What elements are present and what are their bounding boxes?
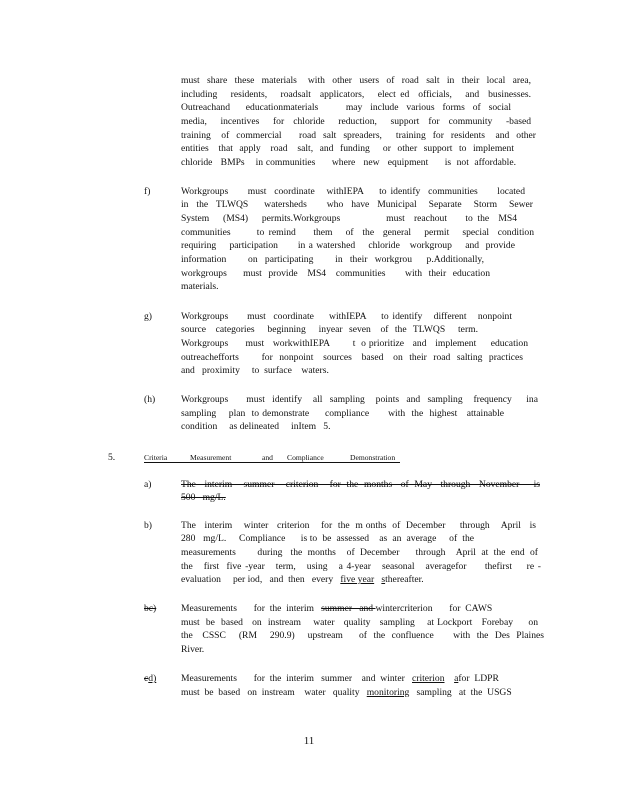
text-line: training of commercial road salt spreaders, training for residents and other: [181, 130, 536, 141]
text-line: entities that apply road salt, and funding or other support to implement: [181, 143, 514, 154]
text-line: sampling plan to demonstrate compliance with the highest attainable: [181, 408, 504, 419]
item-marker: cd): [144, 673, 157, 684]
text-line: System (MS4) permits.Workgroups must reachout to the MS4: [181, 213, 517, 224]
text-line: 280 mg/L. Compliance is to be assessed as an average of the: [181, 533, 474, 544]
text-line: Workgroups must coordinate withIEPA to identify different nonpoint: [181, 311, 512, 322]
item-marker: a): [144, 479, 152, 490]
text-line: evaluation per iod, and then every five year sthereafter.: [181, 574, 424, 585]
text-line: the first five -year term, using a 4-year seasonal averagefor thefirst re -: [181, 561, 541, 572]
text-line: Workgroups must identify all sampling points and sampling frequency ina: [181, 394, 538, 405]
heading-underline: [144, 462, 400, 463]
text-line: chloride BMPs in communities where new equipment is not affordable.: [181, 157, 516, 168]
heading-word: and: [262, 453, 273, 462]
text-line: the CSSC (RM 290.9) upstream of the confluence with the Des Plaines: [181, 630, 544, 641]
text-line: including residents, roadsalt applicators, elect ed officials, and businesses.: [181, 89, 531, 100]
text-line: Workgroups must workwithIEPA t o prioritize and implement education: [181, 338, 528, 349]
struck-text-line: 500 mg/L.: [181, 492, 226, 503]
heading-word: Compliance: [287, 453, 324, 462]
text-line: River.: [181, 644, 205, 655]
text-line: Outreachand educationmaterials may include various forms of social: [181, 102, 511, 113]
text-line: communities to remind them of the general permit special condition: [181, 227, 534, 238]
text-line: outreachefforts for nonpoint sources based on their road salting practices: [181, 352, 523, 363]
item-marker: g): [144, 311, 152, 322]
text-line: materials.: [181, 281, 219, 292]
text-line: information on participating in their workgrou p.Additionally,: [181, 254, 484, 265]
deleted-text: summer and: [321, 603, 376, 614]
inserted-text: a: [454, 673, 459, 684]
heading-word: Criteria: [144, 453, 168, 462]
text-line: requiring participation in a watershed chloride workgroup and provide: [181, 240, 515, 251]
text-line: in the TLWQS watersheds who have Municipal Separate Storm Sewer: [181, 199, 533, 210]
heading-word: Measurement: [190, 453, 232, 462]
item-marker: b): [144, 520, 152, 531]
text-line: condition as delineated inItem 5.: [181, 421, 331, 432]
text-line: measurements during the months of December through April at the end of: [181, 547, 538, 558]
item-marker: f): [144, 186, 151, 197]
text-line: and proximity to surface waters.: [181, 365, 329, 376]
inserted-text: criterion: [412, 673, 445, 684]
heading-word: Demonstration: [350, 453, 396, 462]
text-line: must be based on instream water quality sampling at Lockport Forebay on: [181, 617, 538, 628]
item-marker: (h): [144, 394, 156, 405]
text-line: Measurements for the interim summer and wintercriterion for CAWS: [181, 603, 493, 614]
text-line: source categories beginning inyear seven of the TLWQS term.: [181, 324, 478, 335]
item-marker: bc): [144, 603, 157, 614]
text-line: media, incentives for chloride reduction, support for community -based: [181, 116, 531, 127]
section-number: 5.: [108, 452, 116, 463]
text-line: workgroups must provide MS4 communities with their education: [181, 268, 490, 279]
inserted-text: monitoring: [366, 687, 410, 698]
struck-text-line: The interim summer criterion for the months of May through November is: [181, 479, 540, 490]
text-line: Workgroups must coordinate withIEPA to identify communities located: [181, 186, 525, 197]
inserted-text: five year: [340, 574, 375, 585]
text-line: Measurements for the interim summer and winter criterion afor LDPR: [181, 673, 499, 684]
text-line: must be based on instream water quality monitoring sampling at the USGS: [181, 687, 512, 698]
text-line: The interim winter criterion for the m onths of December through April is: [181, 520, 536, 531]
page-number: 11: [303, 735, 315, 747]
inserted-text: s: [381, 574, 386, 585]
text-line: must share these materials with other users of road salt in their local area,: [181, 75, 531, 86]
